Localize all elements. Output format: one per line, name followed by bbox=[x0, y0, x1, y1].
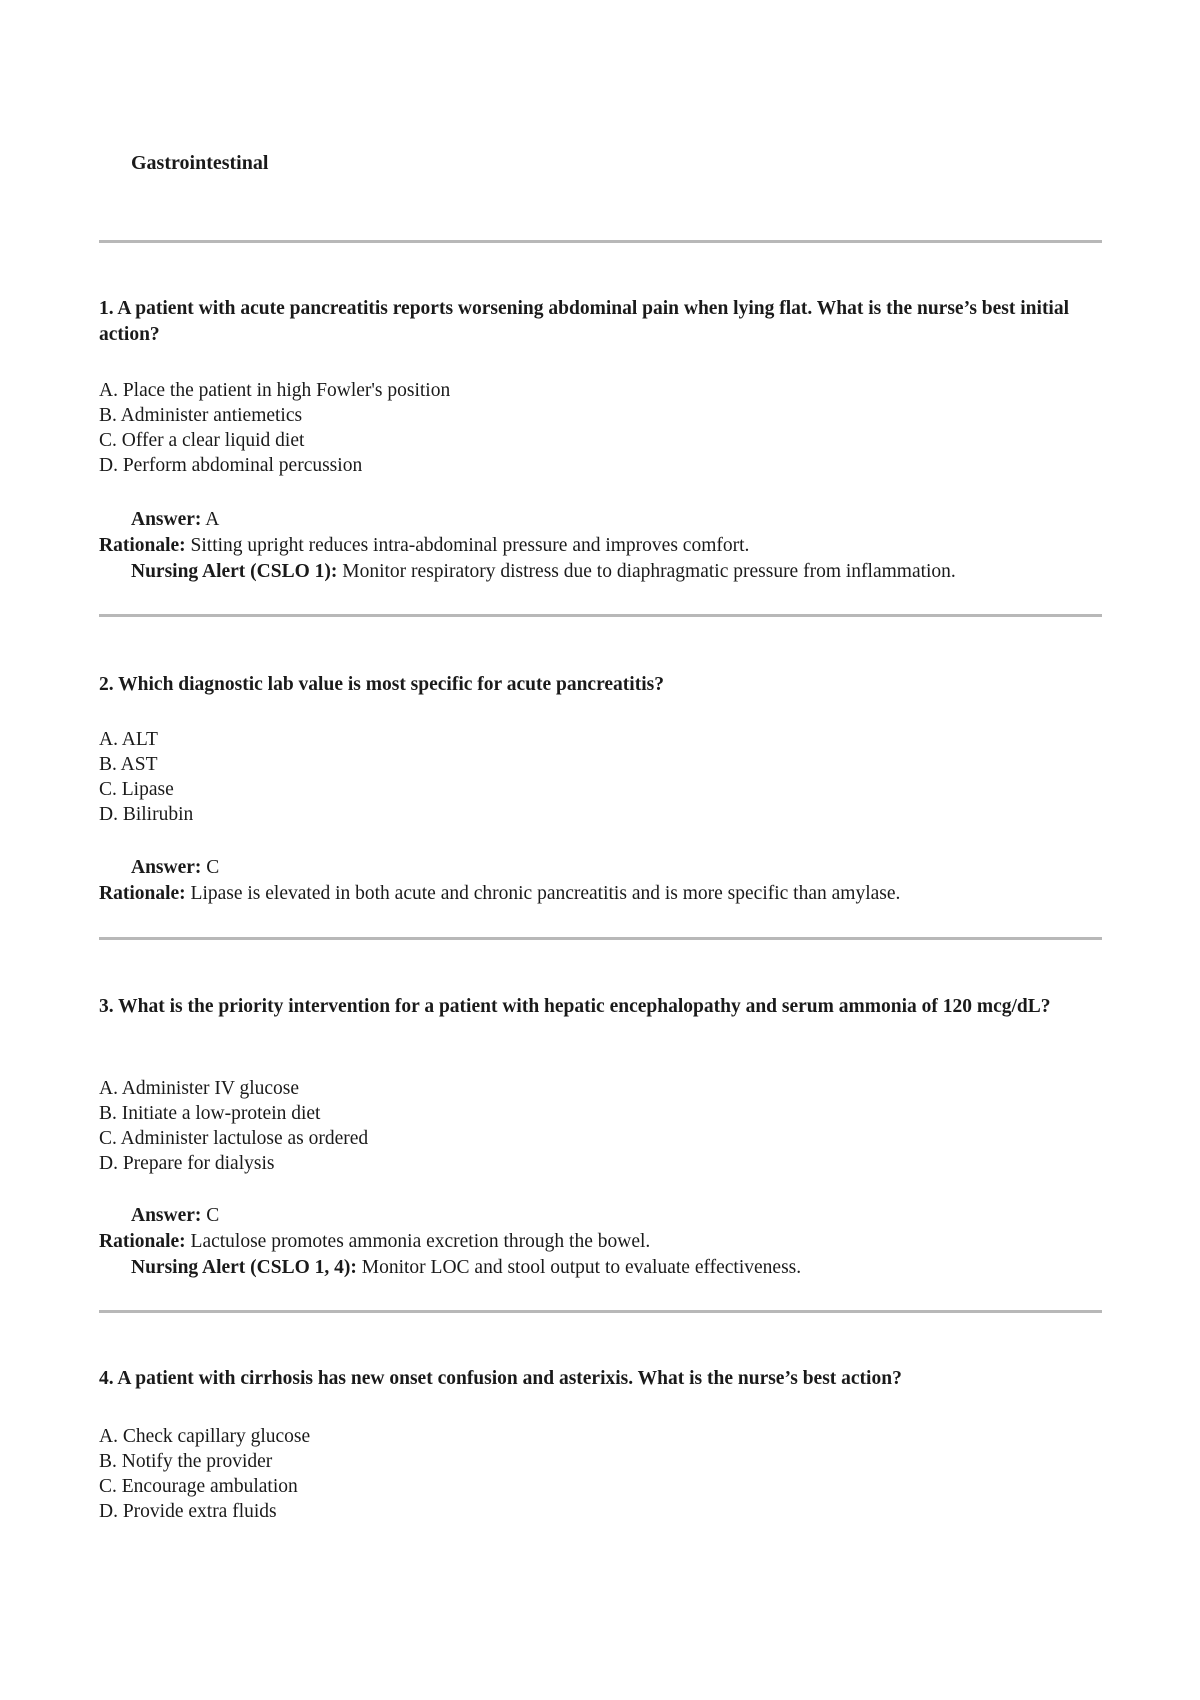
question-2-rationale bbox=[99, 881, 1099, 907]
question-1-rationale bbox=[99, 533, 1099, 559]
alert-text: Monitor respiratory distress due to diaphragmatic pressure from inflammation. bbox=[342, 561, 956, 582]
option-d: D. Bilirubin bbox=[99, 804, 194, 825]
question-3-nursing-alert bbox=[131, 1255, 1131, 1281]
alert-label: Nursing Alert (CSLO 1): bbox=[131, 561, 338, 582]
question-3-stem: 3. What is the priority intervention for a patient with hepatic encephalopathy and serum ammonia of 120 mcg/dL? bbox=[99, 996, 1051, 1017]
option-a: A. Check capillary glucose bbox=[99, 1426, 311, 1447]
answer-label: Answer: bbox=[131, 509, 202, 530]
answer-value: A bbox=[205, 509, 220, 530]
option-b: B. AST bbox=[99, 754, 158, 775]
answer-value: C bbox=[206, 1205, 220, 1226]
answer-label: Answer: bbox=[131, 857, 202, 878]
option-a: A. Place the patient in high Fowler's position bbox=[99, 380, 451, 401]
question-4-stem: 4. A patient with cirrhosis has new onset confusion and asterixis. What is the nurse’s best action? bbox=[99, 1368, 902, 1389]
option-b: B. Notify the provider bbox=[99, 1451, 273, 1472]
option-d: D. Prepare for dialysis bbox=[99, 1153, 275, 1174]
question-1-nursing-alert bbox=[131, 559, 1131, 585]
divider bbox=[99, 614, 1102, 617]
rationale-text: Sitting upright reduces intra-abdominal pressure and improves comfort. bbox=[190, 535, 750, 556]
question-2-stem: 2. Which diagnostic lab value is most specific for acute pancreatitis? bbox=[99, 674, 664, 695]
answer-label: Answer: bbox=[131, 1205, 202, 1226]
option-c: C. Administer lactulose as ordered bbox=[99, 1128, 369, 1149]
question-1-stem: 1. A patient with acute pancreatitis reports worsening abdominal pain when lying flat. What is the nurse’s best initial action? bbox=[99, 298, 1070, 345]
divider bbox=[99, 1310, 1102, 1313]
question-3-answer bbox=[131, 1203, 1131, 1229]
rationale-text: Lactulose promotes ammonia excretion through the bowel. bbox=[190, 1231, 651, 1252]
question-4-options bbox=[99, 1424, 999, 1524]
option-d: D. Perform abdominal percussion bbox=[99, 455, 363, 476]
option-c: C. Offer a clear liquid diet bbox=[99, 430, 305, 451]
option-d: D. Provide extra fluids bbox=[99, 1501, 277, 1522]
question-3-rationale bbox=[99, 1229, 1099, 1255]
option-c: C. Lipase bbox=[99, 779, 174, 800]
divider bbox=[99, 240, 1102, 243]
option-a: A. ALT bbox=[99, 729, 158, 750]
option-c: C. Encourage ambulation bbox=[99, 1476, 298, 1497]
answer-value: C bbox=[206, 857, 220, 878]
question-1-options bbox=[99, 378, 999, 478]
rationale-text: Lipase is elevated in both acute and chronic pancreatitis and is more specific than amylase. bbox=[190, 883, 901, 904]
document-title: Gastrointestinal bbox=[131, 152, 269, 174]
question-2-options bbox=[99, 727, 999, 827]
question-3-options bbox=[99, 1076, 999, 1176]
divider bbox=[99, 937, 1102, 940]
alert-label: Nursing Alert (CSLO 1, 4): bbox=[131, 1257, 357, 1278]
rationale-label: Rationale: bbox=[99, 883, 186, 904]
option-b: B. Administer antiemetics bbox=[99, 405, 303, 426]
option-b: B. Initiate a low-protein diet bbox=[99, 1103, 321, 1124]
option-a: A. Administer IV glucose bbox=[99, 1078, 300, 1099]
rationale-label: Rationale: bbox=[99, 535, 186, 556]
rationale-label: Rationale: bbox=[99, 1231, 186, 1252]
alert-text: Monitor LOC and stool output to evaluate effectiveness. bbox=[361, 1257, 802, 1278]
question-2-answer bbox=[131, 855, 1131, 881]
question-1-answer bbox=[131, 507, 1131, 533]
